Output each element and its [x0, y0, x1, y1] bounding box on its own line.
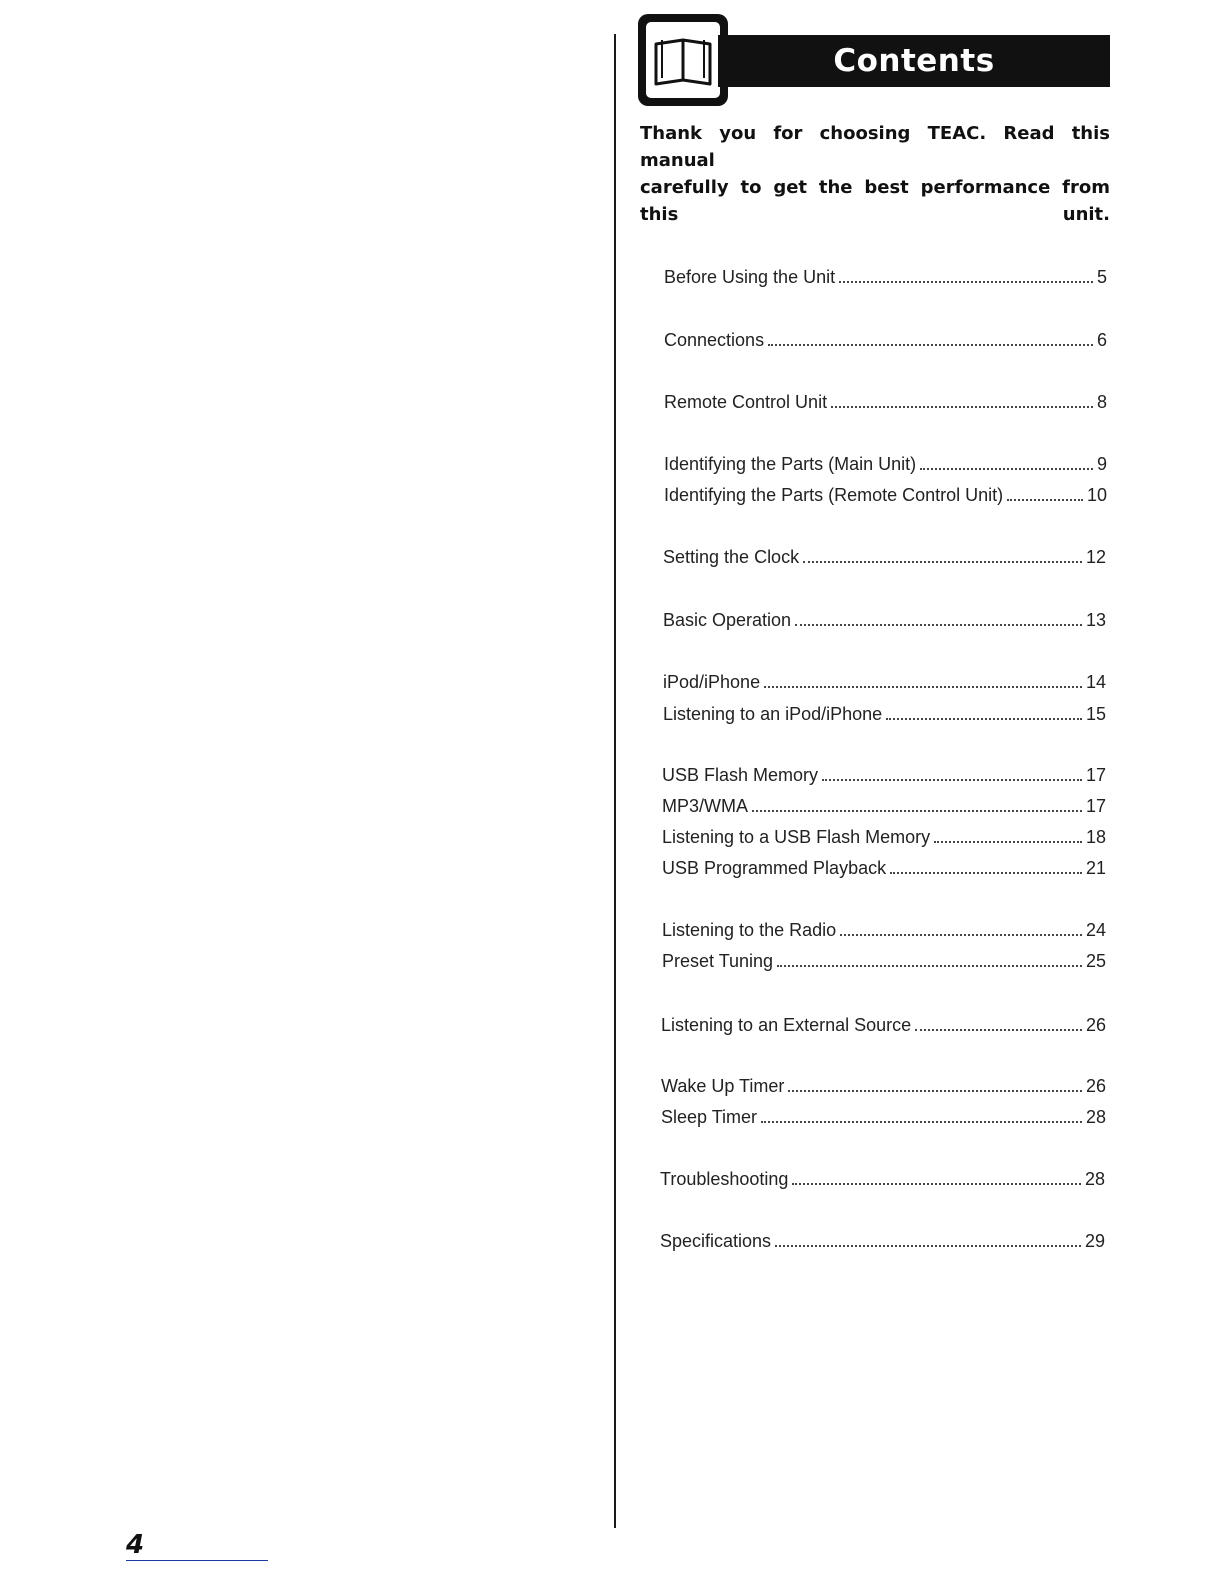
toc-leader-dots [934, 841, 1082, 843]
intro-line-2: carefully to get the best performance from this unit. [640, 177, 1110, 225]
toc-entry-page: 9 [1096, 454, 1107, 474]
toc-leader-dots [761, 1121, 1082, 1123]
toc-leader-dots [764, 686, 1082, 688]
toc-entry-label: Connections [664, 330, 765, 350]
toc-leader-dots [777, 965, 1082, 967]
toc-entry-page: 17 [1085, 765, 1106, 785]
toc-entry[interactable] [661, 1100, 1106, 1128]
toc-entry[interactable] [661, 1069, 1106, 1097]
page-number: 4 [126, 1530, 145, 1560]
toc-entry-label: Troubleshooting [660, 1169, 789, 1189]
toc-leader-dots [768, 344, 1093, 346]
page-number-underline [126, 1560, 268, 1561]
toc-leader-dots [840, 934, 1082, 936]
toc-entry-label: Specifications [660, 1231, 772, 1251]
toc-entry-page: 24 [1085, 920, 1106, 940]
book-icon [638, 14, 728, 106]
toc-entry-label: iPod/iPhone [663, 672, 761, 692]
toc-leader-dots [788, 1090, 1082, 1092]
toc-entry-label: USB Flash Memory [662, 765, 819, 785]
toc-entry[interactable] [662, 758, 1106, 786]
toc-entry[interactable] [662, 789, 1106, 817]
toc-leader-dots [831, 406, 1093, 408]
toc-entry-page: 13 [1085, 610, 1106, 630]
toc-leader-dots [915, 1029, 1082, 1031]
toc-leader-dots [886, 718, 1082, 720]
toc-leader-dots [795, 624, 1082, 626]
toc-entry[interactable] [662, 820, 1106, 848]
toc-entry-label: Setting the Clock [663, 547, 800, 567]
contents-header [638, 14, 1110, 106]
toc-leader-dots [792, 1183, 1081, 1185]
toc-entry[interactable] [664, 478, 1107, 506]
page-title: Contents [833, 43, 995, 79]
toc-entry[interactable] [662, 913, 1106, 941]
toc-entry-label: Listening to the Radio [662, 920, 837, 940]
toc-entry-page: 17 [1085, 796, 1106, 816]
toc-entry-page: 10 [1086, 485, 1107, 505]
toc-entry-page: 21 [1085, 858, 1106, 878]
toc-entry[interactable] [660, 1162, 1105, 1190]
toc-entry[interactable] [661, 1008, 1106, 1036]
toc-entry-page: 28 [1084, 1169, 1105, 1189]
toc-entry[interactable] [664, 447, 1107, 475]
toc-entry[interactable] [663, 697, 1106, 725]
toc-entry-page: 12 [1085, 547, 1106, 567]
toc-entry-label: USB Programmed Playback [662, 858, 887, 878]
toc-entry-page: 14 [1085, 672, 1106, 692]
toc-entry-label: Basic Operation [663, 610, 792, 630]
toc-leader-dots [775, 1245, 1081, 1247]
toc-entry-page: 25 [1085, 951, 1106, 971]
toc-entry-page: 6 [1096, 330, 1107, 350]
toc-entry-page: 18 [1085, 827, 1106, 847]
toc-entry-label: Identifying the Parts (Main Unit) [664, 454, 917, 474]
toc-entry-label: Wake Up Timer [661, 1076, 785, 1096]
intro-line-1: Thank you for choosing TEAC. Read this manual [640, 123, 1110, 171]
toc-entry-page: 15 [1085, 704, 1106, 724]
toc-entry-page: 26 [1085, 1015, 1106, 1035]
toc-entry-label: Remote Control Unit [664, 392, 828, 412]
toc-leader-dots [920, 468, 1093, 470]
toc-entry-label: Listening to an iPod/iPhone [663, 704, 883, 724]
toc-entry[interactable] [664, 323, 1107, 351]
toc-entry[interactable] [660, 1224, 1105, 1252]
toc-leader-dots [803, 561, 1082, 563]
toc-entry-page: 29 [1084, 1231, 1105, 1251]
toc-entry[interactable] [663, 665, 1106, 693]
toc-entry-label: MP3/WMA [662, 796, 749, 816]
toc-leader-dots [839, 281, 1093, 283]
column-divider-line [614, 34, 616, 1528]
toc-entry-page: 8 [1096, 392, 1107, 412]
toc-entry-label: Before Using the Unit [664, 267, 836, 287]
toc-entry-label: Preset Tuning [662, 951, 774, 971]
toc-entry-label: Identifying the Parts (Remote Control Unit) [664, 485, 1004, 505]
toc-leader-dots [822, 779, 1082, 781]
toc-entry-label: Listening to an External Source [661, 1015, 912, 1035]
toc-entry-page: 5 [1096, 267, 1107, 287]
toc-entry-page: 26 [1085, 1076, 1106, 1096]
toc-entry[interactable] [663, 540, 1106, 568]
toc-entry[interactable] [662, 944, 1106, 972]
toc-entry[interactable] [663, 603, 1106, 631]
toc-entry-label: Sleep Timer [661, 1107, 758, 1127]
toc-leader-dots [890, 872, 1082, 874]
toc-leader-dots [752, 810, 1082, 812]
intro-text [640, 120, 1110, 228]
toc-entry-label: Listening to a USB Flash Memory [662, 827, 931, 847]
toc-entry[interactable] [664, 385, 1107, 413]
toc-entry[interactable] [662, 851, 1106, 879]
toc-entry[interactable] [664, 260, 1107, 288]
toc-entry-page: 28 [1085, 1107, 1106, 1127]
toc-leader-dots [1007, 499, 1083, 501]
